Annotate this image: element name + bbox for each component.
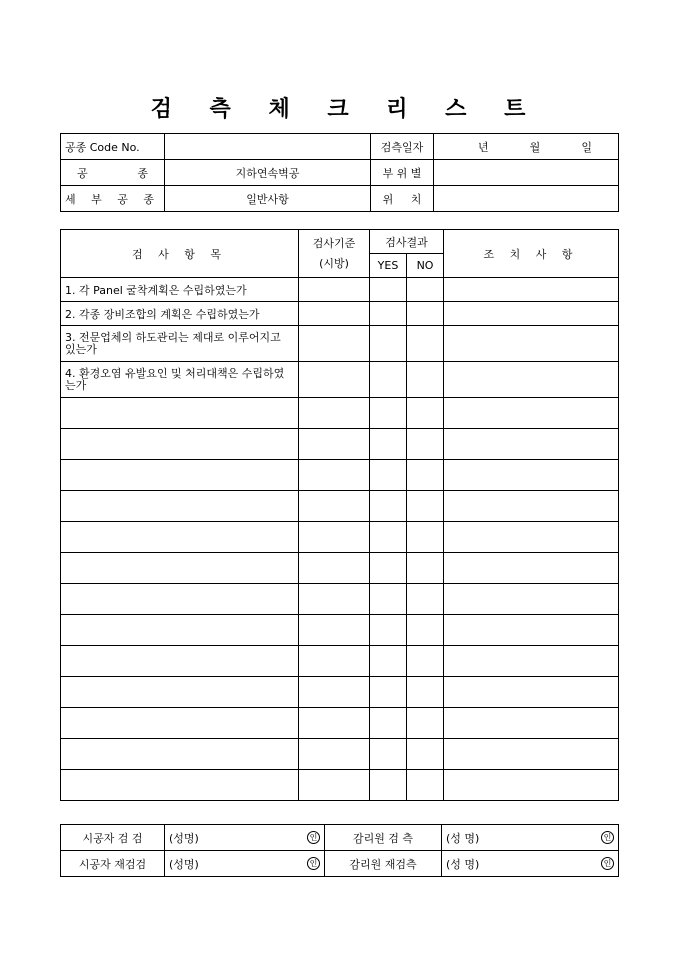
table-row <box>61 278 619 302</box>
action-cell[interactable] <box>444 584 619 615</box>
work-type-label-char-2: 종 <box>137 166 148 180</box>
no-cell[interactable] <box>407 491 444 522</box>
no-cell[interactable] <box>407 460 444 491</box>
no-cell[interactable] <box>407 770 444 801</box>
contractor-reinspect-label: 시공자 재검검 <box>61 851 165 877</box>
location-label: 위 치 <box>371 186 434 212</box>
check-item-3: 3. 전문업체의 하도관리는 제대로 이루어지고 있는가 <box>61 326 299 362</box>
yes-cell[interactable] <box>370 491 407 522</box>
code-label: 공종 Code No. <box>61 134 165 160</box>
yes-cell[interactable] <box>370 615 407 646</box>
yes-cell[interactable] <box>370 362 407 398</box>
no-cell[interactable] <box>407 615 444 646</box>
standard-cell[interactable] <box>299 708 370 739</box>
standard-cell[interactable] <box>299 398 370 429</box>
table-row <box>61 398 619 429</box>
no-cell[interactable] <box>407 326 444 362</box>
no-cell[interactable] <box>407 522 444 553</box>
contractor-inspect-sign-field[interactable] <box>165 825 325 851</box>
item-cell[interactable] <box>61 398 299 429</box>
standard-cell[interactable] <box>299 584 370 615</box>
sub-work-value[interactable]: 일반사항 <box>165 186 371 212</box>
date-month: 월 <box>529 140 541 154</box>
yes-cell[interactable] <box>370 398 407 429</box>
item-cell[interactable] <box>61 460 299 491</box>
standard-cell[interactable] <box>299 302 370 326</box>
col-no-header: NO <box>407 254 444 278</box>
item-cell[interactable] <box>61 739 299 770</box>
work-type-label <box>61 160 165 186</box>
standard-cell[interactable] <box>299 677 370 708</box>
inspection-checklist-table <box>60 229 619 801</box>
table-row <box>61 429 619 460</box>
item-cell[interactable] <box>61 615 299 646</box>
seal-icon: 인 <box>307 831 320 844</box>
check-item-2: 2. 각종 장비조합의 계획은 수립하였는가 <box>61 302 299 326</box>
name-placeholder: (성명) <box>169 831 199 845</box>
yes-cell[interactable] <box>370 326 407 362</box>
table-row <box>61 522 619 553</box>
supervisor-reinspect-label: 감리원 재검측 <box>325 851 442 877</box>
name-placeholder: (성 명) <box>446 831 480 845</box>
work-type-label-char-1: 공 <box>77 166 88 180</box>
no-cell[interactable] <box>407 646 444 677</box>
table-row <box>61 362 619 398</box>
table-row <box>61 460 619 491</box>
standard-cell[interactable] <box>299 278 370 302</box>
table-row <box>61 302 619 326</box>
yes-cell[interactable] <box>370 677 407 708</box>
standard-cell[interactable] <box>299 362 370 398</box>
standard-cell[interactable] <box>299 646 370 677</box>
no-cell[interactable] <box>407 429 444 460</box>
table-row <box>61 646 619 677</box>
table-row <box>61 491 619 522</box>
action-cell[interactable] <box>444 302 619 326</box>
date-year: 년 <box>478 140 489 154</box>
table-row <box>61 584 619 615</box>
check-item-4: 4. 환경오염 유발요인 및 처리대책은 수립하였는가 <box>61 362 299 398</box>
date-day: 일 <box>581 140 592 154</box>
table-row <box>61 677 619 708</box>
action-cell[interactable] <box>444 491 619 522</box>
action-cell[interactable] <box>444 398 619 429</box>
yes-cell[interactable] <box>370 739 407 770</box>
seal-icon: 인 <box>601 831 614 844</box>
standard-cell[interactable] <box>299 770 370 801</box>
part-value[interactable] <box>434 160 619 186</box>
header-info-table <box>60 133 619 212</box>
col-item-header: 검 사 항 목 <box>61 230 299 278</box>
action-cell[interactable] <box>444 708 619 739</box>
item-cell[interactable] <box>61 646 299 677</box>
supervisor-inspect-sign-field[interactable] <box>442 825 619 851</box>
work-type-value[interactable]: 지하연속벽공 <box>165 160 371 186</box>
action-cell[interactable] <box>444 460 619 491</box>
no-cell[interactable] <box>407 278 444 302</box>
no-cell[interactable] <box>407 302 444 326</box>
part-label: 부 위 별 <box>371 160 434 186</box>
col-standard-header <box>299 230 370 278</box>
seal-icon: 인 <box>601 857 614 870</box>
yes-cell[interactable] <box>370 429 407 460</box>
yes-cell[interactable] <box>370 553 407 584</box>
code-value[interactable] <box>165 134 371 160</box>
contractor-inspect-label: 시공자 검 검 <box>61 825 165 851</box>
table-row <box>61 739 619 770</box>
signature-table <box>60 824 619 877</box>
yes-cell[interactable] <box>370 522 407 553</box>
col-result-header: 검사결과 <box>370 230 444 254</box>
action-cell[interactable] <box>444 278 619 302</box>
location-value[interactable] <box>434 186 619 212</box>
table-row <box>61 770 619 801</box>
standard-cell[interactable] <box>299 460 370 491</box>
no-cell[interactable] <box>407 708 444 739</box>
action-cell[interactable] <box>444 553 619 584</box>
table-row <box>61 326 619 362</box>
action-cell[interactable] <box>444 770 619 801</box>
page-title: 검 측 체 크 리 스 트 <box>150 96 530 122</box>
check-item-1: 1. 각 Panel 굴착계획은 수립하였는가 <box>61 278 299 302</box>
yes-cell[interactable] <box>370 708 407 739</box>
seal-icon: 인 <box>307 857 320 870</box>
standard-cell[interactable] <box>299 429 370 460</box>
yes-cell[interactable] <box>370 302 407 326</box>
no-cell[interactable] <box>407 398 444 429</box>
standard-cell[interactable] <box>299 615 370 646</box>
no-cell[interactable] <box>407 553 444 584</box>
supervisor-inspect-label: 감리원 검 측 <box>325 825 442 851</box>
table-row <box>61 615 619 646</box>
no-cell[interactable] <box>407 584 444 615</box>
yes-cell[interactable] <box>370 460 407 491</box>
no-cell[interactable] <box>407 739 444 770</box>
item-cell[interactable] <box>61 522 299 553</box>
action-cell[interactable] <box>444 677 619 708</box>
col-action-header: 조 치 사 항 <box>444 230 619 278</box>
col-standard-line1: 검사기준 <box>312 236 356 250</box>
no-cell[interactable] <box>407 677 444 708</box>
item-cell[interactable] <box>61 429 299 460</box>
yes-cell[interactable] <box>370 770 407 801</box>
item-cell[interactable] <box>61 491 299 522</box>
date-label: 검측일자 <box>371 134 434 160</box>
item-cell[interactable] <box>61 770 299 801</box>
date-value[interactable] <box>434 134 619 160</box>
contractor-reinspect-sign-field[interactable] <box>165 851 325 877</box>
sub-work-label: 세 부 공 종 <box>61 186 165 212</box>
action-cell[interactable] <box>444 522 619 553</box>
name-placeholder: (성명) <box>169 857 199 871</box>
no-cell[interactable] <box>407 362 444 398</box>
action-cell[interactable] <box>444 646 619 677</box>
item-cell[interactable] <box>61 584 299 615</box>
col-yes-header: YES <box>370 254 407 278</box>
yes-cell[interactable] <box>370 646 407 677</box>
action-cell[interactable] <box>444 429 619 460</box>
item-cell[interactable] <box>61 677 299 708</box>
standard-cell[interactable] <box>299 553 370 584</box>
standard-cell[interactable] <box>299 522 370 553</box>
action-cell[interactable] <box>444 615 619 646</box>
standard-cell[interactable] <box>299 326 370 362</box>
table-row <box>61 553 619 584</box>
table-row <box>61 708 619 739</box>
col-standard-line2: (시방) <box>319 256 349 270</box>
item-cell[interactable] <box>61 708 299 739</box>
action-cell[interactable] <box>444 739 619 770</box>
standard-cell[interactable] <box>299 491 370 522</box>
action-cell[interactable] <box>444 326 619 362</box>
item-cell[interactable] <box>61 553 299 584</box>
name-placeholder: (성 명) <box>446 857 480 871</box>
action-cell[interactable] <box>444 362 619 398</box>
yes-cell[interactable] <box>370 584 407 615</box>
yes-cell[interactable] <box>370 278 407 302</box>
standard-cell[interactable] <box>299 739 370 770</box>
supervisor-reinspect-sign-field[interactable] <box>442 851 619 877</box>
